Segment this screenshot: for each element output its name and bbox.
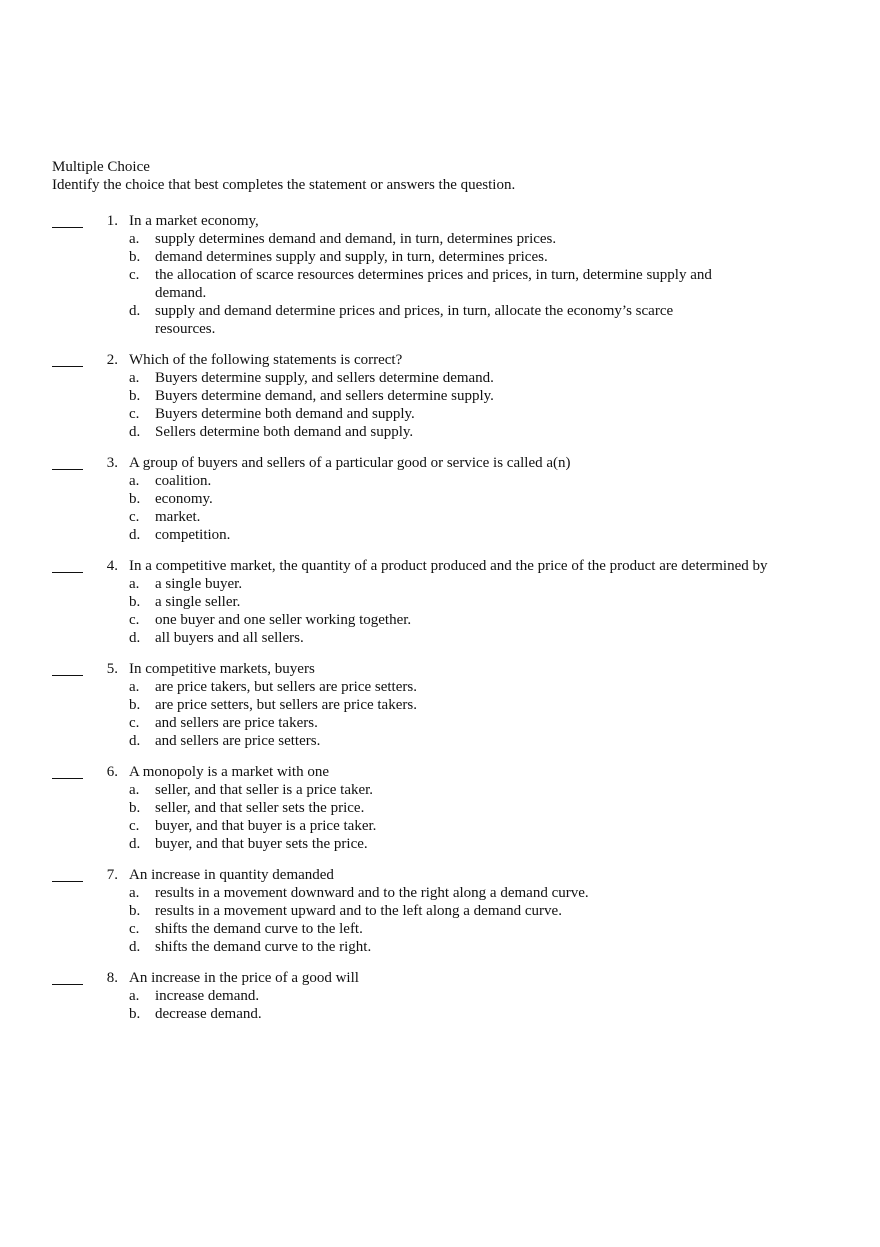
question-list xyxy=(52,212,842,1036)
question-1 xyxy=(52,212,842,338)
choice-text: coalition. xyxy=(155,473,212,489)
answer-blank[interactable] xyxy=(52,557,83,573)
answer-blank[interactable] xyxy=(52,351,83,367)
choice-label: d. xyxy=(129,836,141,852)
choice-option xyxy=(52,266,715,302)
choice-label: b. xyxy=(129,388,141,404)
choice-text: the allocation of scarce resources determines prices and prices, in turn, determine supply and demand. xyxy=(155,267,712,301)
choice-text: buyer, and that buyer sets the price. xyxy=(155,836,368,852)
choice-label: a. xyxy=(129,370,140,386)
choice-option xyxy=(52,472,715,490)
question-stem xyxy=(52,866,842,884)
choice-label: d. xyxy=(129,527,141,543)
choice-text: demand determines supply and supply, in turn, determines prices. xyxy=(155,249,548,265)
choice-label: b. xyxy=(129,800,141,816)
choice-label: b. xyxy=(129,594,141,610)
choice-option xyxy=(52,902,715,920)
choice-label: c. xyxy=(129,921,140,937)
choice-text: market. xyxy=(155,509,201,525)
question-6 xyxy=(52,763,842,853)
choice-label: b. xyxy=(129,1006,141,1022)
question-stem xyxy=(52,557,842,575)
question-stem xyxy=(52,212,842,230)
choice-option xyxy=(52,508,715,526)
question-stem xyxy=(52,454,842,472)
choice-option xyxy=(52,987,715,1005)
question-stem xyxy=(52,763,842,781)
choice-label: d. xyxy=(129,630,141,646)
question-text: A group of buyers and sellers of a particular good or service is called a(n) xyxy=(129,455,571,471)
choice-option xyxy=(52,678,715,696)
choice-option xyxy=(52,490,715,508)
choice-option xyxy=(52,696,715,714)
choice-label: b. xyxy=(129,491,141,507)
answer-blank[interactable] xyxy=(52,454,83,470)
choice-text: results in a movement upward and to the left along a demand curve. xyxy=(155,903,562,919)
choice-text: are price takers, but sellers are price setters. xyxy=(155,679,417,695)
section-title: Multiple Choice xyxy=(52,159,150,175)
question-number: 2. xyxy=(106,352,118,368)
choice-text: Buyers determine both demand and supply. xyxy=(155,406,415,422)
choice-text: competition. xyxy=(155,527,231,543)
question-number: 7. xyxy=(106,867,118,883)
choice-option xyxy=(52,387,715,405)
choice-text: a single buyer. xyxy=(155,576,243,592)
choice-label: a. xyxy=(129,576,140,592)
question-stem xyxy=(52,351,842,369)
section-instructions: Identify the choice that best completes the statement or answers the question. xyxy=(52,177,516,193)
choice-label: c. xyxy=(129,267,140,283)
choice-option xyxy=(52,920,715,938)
choice-label: c. xyxy=(129,406,140,422)
choice-text: decrease demand. xyxy=(155,1006,262,1022)
choice-text: shifts the demand curve to the left. xyxy=(155,921,363,937)
choice-option xyxy=(52,575,715,593)
choice-text: supply determines demand and demand, in turn, determines prices. xyxy=(155,231,557,247)
question-text: In competitive markets, buyers xyxy=(129,661,315,677)
choice-text: seller, and that seller sets the price. xyxy=(155,800,365,816)
answer-blank[interactable] xyxy=(52,969,83,985)
choice-option xyxy=(52,593,715,611)
question-number: 1. xyxy=(106,213,118,229)
question-text: An increase in the price of a good will xyxy=(129,970,359,986)
choice-text: and sellers are price takers. xyxy=(155,715,318,731)
choice-label: b. xyxy=(129,249,141,265)
choice-option xyxy=(52,405,715,423)
choice-label: a. xyxy=(129,231,140,247)
choice-text: buyer, and that buyer is a price taker. xyxy=(155,818,377,834)
choice-option xyxy=(52,817,715,835)
question-number: 3. xyxy=(106,455,118,471)
choice-label: d. xyxy=(129,424,141,440)
choice-text: economy. xyxy=(155,491,213,507)
choice-text: Buyers determine demand, and sellers determine supply. xyxy=(155,388,494,404)
choice-label: b. xyxy=(129,697,141,713)
choice-text: one buyer and one seller working together. xyxy=(155,612,412,628)
choice-text: supply and demand determine prices and prices, in turn, allocate the economy’s scarce resources. xyxy=(155,303,674,337)
choice-text: increase demand. xyxy=(155,988,260,1004)
question-number: 5. xyxy=(106,661,118,677)
choice-text: seller, and that seller is a price taker. xyxy=(155,782,374,798)
choice-text: results in a movement downward and to the right along a demand curve. xyxy=(155,885,589,901)
choice-text: Buyers determine supply, and sellers determine demand. xyxy=(155,370,494,386)
choice-option xyxy=(52,884,715,902)
answer-blank[interactable] xyxy=(52,763,83,779)
choice-option xyxy=(52,732,715,750)
question-3 xyxy=(52,454,842,544)
question-2 xyxy=(52,351,842,441)
choice-label: c. xyxy=(129,715,140,731)
answer-blank[interactable] xyxy=(52,660,83,676)
choice-label: c. xyxy=(129,818,140,834)
choice-text: shifts the demand curve to the right. xyxy=(155,939,372,955)
question-number: 8. xyxy=(106,970,118,986)
choice-label: a. xyxy=(129,988,140,1004)
question-text: In a competitive market, the quantity of a product produced and the price of the product are determined by xyxy=(129,558,768,574)
choice-text: and sellers are price setters. xyxy=(155,733,321,749)
choice-option xyxy=(52,781,715,799)
choice-label: a. xyxy=(129,782,140,798)
choice-option xyxy=(52,302,715,338)
question-8 xyxy=(52,969,842,1023)
choice-label: d. xyxy=(129,303,141,319)
choice-option xyxy=(52,248,715,266)
choice-text: a single seller. xyxy=(155,594,241,610)
question-5 xyxy=(52,660,842,750)
question-stem xyxy=(52,660,842,678)
question-number: 6. xyxy=(106,764,118,780)
choice-option xyxy=(52,230,715,248)
choice-label: c. xyxy=(129,612,140,628)
choice-option xyxy=(52,1005,715,1023)
choice-label: a. xyxy=(129,885,140,901)
choice-label: a. xyxy=(129,473,140,489)
choice-option xyxy=(52,938,715,956)
choice-label: d. xyxy=(129,939,141,955)
choice-text: are price setters, but sellers are price takers. xyxy=(155,697,417,713)
question-4 xyxy=(52,557,842,647)
question-text: In a market economy, xyxy=(129,213,259,229)
choice-text: Sellers determine both demand and supply. xyxy=(155,424,414,440)
choice-option xyxy=(52,611,715,629)
question-stem xyxy=(52,969,842,987)
choice-option xyxy=(52,629,715,647)
question-text: Which of the following statements is correct? xyxy=(129,352,403,368)
question-7 xyxy=(52,866,842,956)
answer-blank[interactable] xyxy=(52,866,83,882)
choice-text: all buyers and all sellers. xyxy=(155,630,304,646)
choice-option xyxy=(52,369,715,387)
choice-option xyxy=(52,526,715,544)
choice-label: d. xyxy=(129,733,141,749)
choice-option xyxy=(52,799,715,817)
choice-label: b. xyxy=(129,903,141,919)
question-text: An increase in quantity demanded xyxy=(129,867,334,883)
choice-label: a. xyxy=(129,679,140,695)
section-header xyxy=(52,158,515,194)
question-number: 4. xyxy=(106,558,118,574)
answer-blank[interactable] xyxy=(52,212,83,228)
question-text: A monopoly is a market with one xyxy=(129,764,329,780)
choice-label: c. xyxy=(129,509,140,525)
choice-option xyxy=(52,835,715,853)
choice-option xyxy=(52,423,715,441)
choice-option xyxy=(52,714,715,732)
